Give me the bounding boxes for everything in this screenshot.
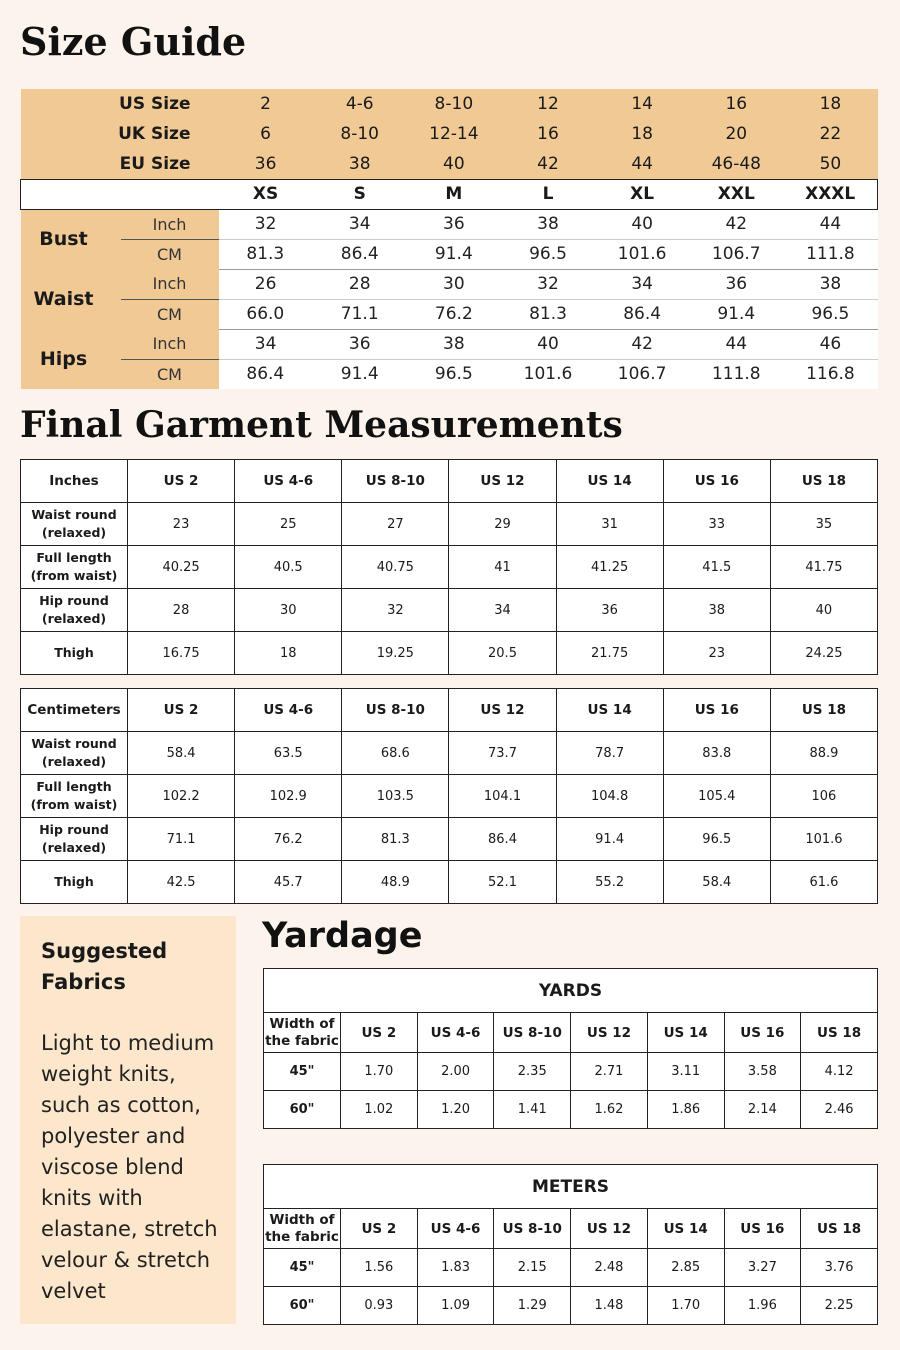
measurement-value: 66.0 — [219, 299, 313, 329]
yardage-value: 1.09 — [417, 1287, 494, 1325]
garment-value: 83.8 — [663, 732, 770, 775]
letter-size-blank — [21, 179, 219, 209]
garment-value: 48.9 — [342, 861, 449, 904]
garment-size-column: US 8-10 — [342, 689, 449, 732]
size-value: 20 — [689, 119, 783, 149]
garment-value: 38 — [663, 589, 770, 632]
measurement-value: 86.4 — [219, 359, 313, 389]
garment-value: 40.5 — [235, 546, 342, 589]
garment-size-column: US 2 — [128, 460, 235, 503]
garment-unit-label: Inches — [21, 460, 128, 503]
measurement-value: 36 — [689, 269, 783, 299]
garment-unit-label: Centimeters — [21, 689, 128, 732]
garment-value: 30 — [235, 589, 342, 632]
measurement-value: 76.2 — [407, 299, 501, 329]
yardage-value: 2.00 — [417, 1053, 494, 1091]
measurement-unit: Inch — [121, 269, 219, 299]
garment-value: 16.75 — [128, 632, 235, 675]
yardage-width-label: Width of the fabric — [264, 1013, 341, 1053]
garment-value: 96.5 — [663, 818, 770, 861]
yardage-row — [264, 1287, 878, 1325]
size-value: 12 — [501, 89, 595, 119]
garment-value: 86.4 — [449, 818, 556, 861]
measurement-value: 44 — [689, 329, 783, 359]
measurement-row — [21, 299, 878, 329]
measurement-value: 28 — [313, 269, 407, 299]
yardage-value: 2.25 — [801, 1287, 878, 1325]
measurement-value: 106.7 — [689, 239, 783, 269]
measurement-value: 42 — [595, 329, 689, 359]
garment-size-column: US 18 — [770, 460, 877, 503]
yardage-title: Yardage — [262, 916, 423, 956]
measurement-value: 46 — [783, 329, 877, 359]
size-value: 38 — [313, 149, 407, 179]
letter-size-label: XL — [595, 179, 689, 209]
garment-value: 42.5 — [128, 861, 235, 904]
measurement-row — [21, 209, 878, 239]
size-value: 50 — [783, 149, 877, 179]
garment-size-column: US 4-6 — [235, 460, 342, 503]
size-region-label: EU Size — [21, 149, 219, 179]
garment-value: 34 — [449, 589, 556, 632]
size-region-row — [21, 149, 878, 179]
garment-value: 52.1 — [449, 861, 556, 904]
yardage-value: 1.83 — [417, 1249, 494, 1287]
garment-row — [21, 861, 878, 904]
size-value: 46-48 — [689, 149, 783, 179]
measurement-unit: CM — [121, 299, 219, 329]
measurement-unit: CM — [121, 239, 219, 269]
yardage-value: 2.46 — [801, 1091, 878, 1129]
suggested-fabrics-title: Suggested Fabrics — [41, 939, 168, 994]
letter-size-label: L — [501, 179, 595, 209]
size-value: 16 — [501, 119, 595, 149]
garment-value: 25 — [235, 503, 342, 546]
measurement-value: 71.1 — [313, 299, 407, 329]
yardage-value: 2.35 — [494, 1053, 571, 1091]
measurement-unit: Inch — [121, 329, 219, 359]
yardage-value: 4.12 — [801, 1053, 878, 1091]
measurement-value: 34 — [595, 269, 689, 299]
measurement-unit: Inch — [121, 209, 219, 239]
yardage-row-label: 60" — [264, 1091, 341, 1129]
garment-value: 41.25 — [556, 546, 663, 589]
garment-value: 36 — [556, 589, 663, 632]
yardage-header-row — [264, 1013, 878, 1053]
garment-size-column: US 4-6 — [235, 689, 342, 732]
yardage-size-column: US 2 — [341, 1013, 418, 1053]
measurement-row — [21, 269, 878, 299]
yardage-value: 1.02 — [341, 1091, 418, 1129]
size-value: 22 — [783, 119, 877, 149]
garment-value: 88.9 — [770, 732, 877, 775]
yardage-value: 2.85 — [647, 1249, 724, 1287]
yardage-row-label: 45" — [264, 1053, 341, 1091]
measurement-value: 81.3 — [501, 299, 595, 329]
size-region-label: UK Size — [21, 119, 219, 149]
size-value: 16 — [689, 89, 783, 119]
yardage-value: 3.27 — [724, 1249, 801, 1287]
suggested-fabrics-box — [20, 916, 236, 1324]
measurement-value: 30 — [407, 269, 501, 299]
garment-value: 35 — [770, 503, 877, 546]
yardage-value: 2.15 — [494, 1249, 571, 1287]
yardage-row — [264, 1249, 878, 1287]
garment-value: 29 — [449, 503, 556, 546]
size-value: 18 — [595, 119, 689, 149]
measurement-value: 38 — [407, 329, 501, 359]
garment-value: 18 — [235, 632, 342, 675]
garment-value: 41 — [449, 546, 556, 589]
garment-value: 23 — [128, 503, 235, 546]
measurement-value: 81.3 — [219, 239, 313, 269]
size-value: 8-10 — [313, 119, 407, 149]
yardage-width-label: Width of the fabric — [264, 1209, 341, 1249]
garment-row-label: Waist round (relaxed) — [21, 503, 128, 546]
measurement-value: 96.5 — [783, 299, 877, 329]
yardage-value: 1.62 — [571, 1091, 648, 1129]
garment-value: 102.9 — [235, 775, 342, 818]
garment-header-row — [21, 460, 878, 503]
size-value: 40 — [407, 149, 501, 179]
measurement-value: 32 — [501, 269, 595, 299]
garment-row-label: Full length (from waist) — [21, 775, 128, 818]
garment-size-column: US 2 — [128, 689, 235, 732]
garment-value: 19.25 — [342, 632, 449, 675]
yardage-value: 1.70 — [647, 1287, 724, 1325]
garment-value: 104.1 — [449, 775, 556, 818]
measurement-value: 86.4 — [313, 239, 407, 269]
yardage-caption-row — [264, 969, 878, 1013]
measurement-value: 106.7 — [595, 359, 689, 389]
yardage-size-column: US 14 — [647, 1013, 724, 1053]
measurement-row — [21, 239, 878, 269]
size-value: 4-6 — [313, 89, 407, 119]
garment-value: 23 — [663, 632, 770, 675]
size-guide-table — [20, 89, 878, 389]
garment-value: 76.2 — [235, 818, 342, 861]
garment-value: 105.4 — [663, 775, 770, 818]
garment-row-label: Thigh — [21, 632, 128, 675]
size-value: 36 — [219, 149, 313, 179]
yardage-size-column: US 12 — [571, 1013, 648, 1053]
yardage-value: 1.70 — [341, 1053, 418, 1091]
yardage-value: 1.20 — [417, 1091, 494, 1129]
measurement-value: 86.4 — [595, 299, 689, 329]
garment-value: 55.2 — [556, 861, 663, 904]
size-value: 44 — [595, 149, 689, 179]
garment-row — [21, 775, 878, 818]
garment-row — [21, 503, 878, 546]
garment-table-inches — [20, 459, 878, 675]
garment-row — [21, 732, 878, 775]
garment-value: 40.25 — [128, 546, 235, 589]
yardage-value: 2.14 — [724, 1091, 801, 1129]
garment-row-label: Waist round (relaxed) — [21, 732, 128, 775]
garment-measurements-title: Final Garment Measurements — [20, 404, 623, 446]
size-region-label: US Size — [21, 89, 219, 119]
measurement-row — [21, 329, 878, 359]
size-value: 14 — [595, 89, 689, 119]
size-region-row — [21, 89, 878, 119]
size-value: 8-10 — [407, 89, 501, 119]
size-value: 2 — [219, 89, 313, 119]
garment-value: 45.7 — [235, 861, 342, 904]
garment-value: 40 — [770, 589, 877, 632]
garment-size-column: US 8-10 — [342, 460, 449, 503]
yardage-row — [264, 1053, 878, 1091]
yardage-caption-row — [264, 1165, 878, 1209]
measurement-value: 101.6 — [501, 359, 595, 389]
garment-value: 21.75 — [556, 632, 663, 675]
garment-value: 31 — [556, 503, 663, 546]
garment-value: 73.7 — [449, 732, 556, 775]
garment-row-label: Hip round (relaxed) — [21, 589, 128, 632]
yardage-value: 3.58 — [724, 1053, 801, 1091]
yardage-value: 2.48 — [571, 1249, 648, 1287]
measurement-value: 111.8 — [689, 359, 783, 389]
size-value: 42 — [501, 149, 595, 179]
garment-value: 20.5 — [449, 632, 556, 675]
garment-value: 103.5 — [342, 775, 449, 818]
measurement-value: 38 — [501, 209, 595, 239]
size-value: 18 — [783, 89, 877, 119]
garment-row — [21, 632, 878, 675]
measurement-value: 101.6 — [595, 239, 689, 269]
yardage-value: 1.96 — [724, 1287, 801, 1325]
yardage-size-column: US 8-10 — [494, 1013, 571, 1053]
garment-value: 102.2 — [128, 775, 235, 818]
measurement-value: 34 — [219, 329, 313, 359]
letter-size-label: XS — [219, 179, 313, 209]
size-guide-title: Size Guide — [20, 19, 247, 64]
size-value: 6 — [219, 119, 313, 149]
measurement-value: 96.5 — [407, 359, 501, 389]
measurement-value: 111.8 — [783, 239, 877, 269]
garment-row — [21, 546, 878, 589]
yardage-caption: YARDS — [264, 969, 878, 1013]
letter-size-label: XXL — [689, 179, 783, 209]
measurement-row — [21, 359, 878, 389]
yardage-caption: METERS — [264, 1165, 878, 1209]
yardage-size-column: US 2 — [341, 1209, 418, 1249]
yardage-row-label: 45" — [264, 1249, 341, 1287]
yardage-header-row — [264, 1209, 878, 1249]
measurement-value: 38 — [783, 269, 877, 299]
garment-value: 61.6 — [770, 861, 877, 904]
yardage-table-meters — [263, 1164, 878, 1325]
garment-size-column: US 16 — [663, 460, 770, 503]
measurement-value: 36 — [407, 209, 501, 239]
garment-size-column: US 16 — [663, 689, 770, 732]
yardage-value: 1.56 — [341, 1249, 418, 1287]
garment-row — [21, 589, 878, 632]
suggested-fabrics-text: Light to medium weight knits, such as cotton, polyester and viscose blend knits with elastane, stretch velour & stretch velvet — [41, 1031, 218, 1303]
garment-size-column: US 14 — [556, 460, 663, 503]
measurement-name: Waist — [21, 269, 121, 329]
garment-value: 41.5 — [663, 546, 770, 589]
yardage-value: 3.76 — [801, 1249, 878, 1287]
garment-value: 81.3 — [342, 818, 449, 861]
letter-size-row — [21, 179, 878, 209]
measurement-value: 91.4 — [313, 359, 407, 389]
garment-row-label: Full length (from waist) — [21, 546, 128, 589]
garment-value: 101.6 — [770, 818, 877, 861]
measurement-value: 26 — [219, 269, 313, 299]
yardage-value: 1.48 — [571, 1287, 648, 1325]
measurement-value: 116.8 — [783, 359, 877, 389]
letter-size-label: S — [313, 179, 407, 209]
garment-value: 68.6 — [342, 732, 449, 775]
size-region-row — [21, 119, 878, 149]
garment-value: 32 — [342, 589, 449, 632]
measurement-value: 91.4 — [407, 239, 501, 269]
garment-size-column: US 18 — [770, 689, 877, 732]
yardage-value: 1.41 — [494, 1091, 571, 1129]
garment-value: 71.1 — [128, 818, 235, 861]
yardage-size-column: US 14 — [647, 1209, 724, 1249]
garment-value: 27 — [342, 503, 449, 546]
letter-size-label: XXXL — [783, 179, 877, 209]
measurement-unit: CM — [121, 359, 219, 389]
yardage-row — [264, 1091, 878, 1129]
measurement-value: 44 — [783, 209, 877, 239]
yardage-size-column: US 18 — [801, 1013, 878, 1053]
yardage-value: 2.71 — [571, 1053, 648, 1091]
yardage-value: 1.29 — [494, 1287, 571, 1325]
letter-size-label: M — [407, 179, 501, 209]
garment-size-column: US 12 — [449, 460, 556, 503]
garment-table-centimeters — [20, 688, 878, 904]
garment-value: 91.4 — [556, 818, 663, 861]
yardage-size-column: US 16 — [724, 1013, 801, 1053]
garment-value: 24.25 — [770, 632, 877, 675]
yardage-size-column: US 4-6 — [417, 1209, 494, 1249]
measurement-value: 40 — [595, 209, 689, 239]
measurement-value: 42 — [689, 209, 783, 239]
measurement-value: 32 — [219, 209, 313, 239]
garment-value: 106 — [770, 775, 877, 818]
measurement-name: Bust — [21, 209, 121, 269]
garment-row — [21, 818, 878, 861]
yardage-table-yards — [263, 968, 878, 1129]
yardage-size-column: US 16 — [724, 1209, 801, 1249]
yardage-row-label: 60" — [264, 1287, 341, 1325]
garment-size-column: US 12 — [449, 689, 556, 732]
garment-value: 58.4 — [128, 732, 235, 775]
garment-row-label: Thigh — [21, 861, 128, 904]
yardage-size-column: US 12 — [571, 1209, 648, 1249]
measurement-value: 40 — [501, 329, 595, 359]
garment-value: 28 — [128, 589, 235, 632]
garment-size-column: US 14 — [556, 689, 663, 732]
garment-value: 58.4 — [663, 861, 770, 904]
garment-value: 41.75 — [770, 546, 877, 589]
garment-value: 78.7 — [556, 732, 663, 775]
measurement-value: 91.4 — [689, 299, 783, 329]
garment-value: 104.8 — [556, 775, 663, 818]
yardage-size-column: US 8-10 — [494, 1209, 571, 1249]
yardage-value: 0.93 — [341, 1287, 418, 1325]
garment-value: 33 — [663, 503, 770, 546]
measurement-value: 96.5 — [501, 239, 595, 269]
yardage-value: 1.86 — [647, 1091, 724, 1129]
measurement-value: 36 — [313, 329, 407, 359]
yardage-size-column: US 4-6 — [417, 1013, 494, 1053]
yardage-size-column: US 18 — [801, 1209, 878, 1249]
measurement-name: Hips — [21, 329, 121, 389]
garment-value: 40.75 — [342, 546, 449, 589]
measurement-value: 34 — [313, 209, 407, 239]
yardage-value: 3.11 — [647, 1053, 724, 1091]
garment-value: 63.5 — [235, 732, 342, 775]
size-value: 12-14 — [407, 119, 501, 149]
garment-row-label: Hip round (relaxed) — [21, 818, 128, 861]
garment-header-row — [21, 689, 878, 732]
